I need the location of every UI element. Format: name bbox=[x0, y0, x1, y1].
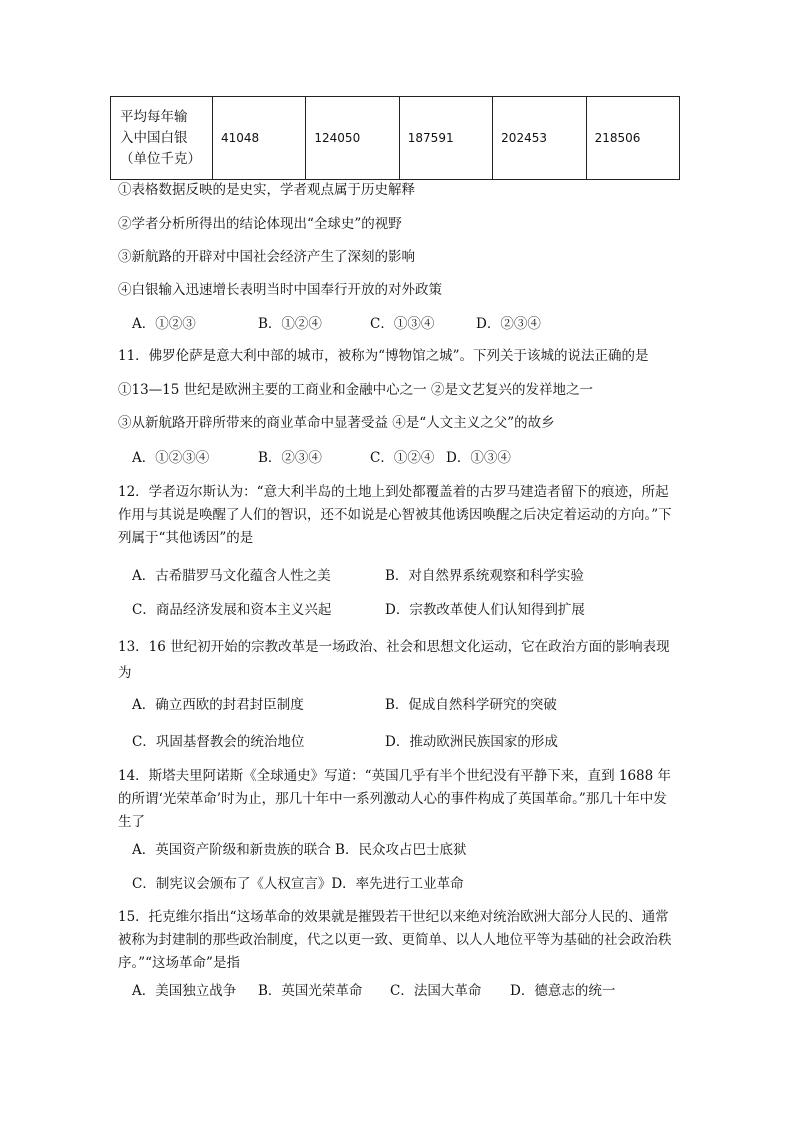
q12-option-c[interactable]: C．商品经济发展和资本主义兴起 bbox=[132, 602, 332, 618]
table-cell: 41048 bbox=[213, 97, 306, 180]
table-row bbox=[111, 97, 680, 180]
table-cell: 187591 bbox=[399, 97, 492, 180]
q13-option-c[interactable]: C．巩固基督教会的统治地位 bbox=[132, 734, 305, 750]
q10-statement-3: ③新航路的开辟对中国社会经济产生了深刻的影响 bbox=[118, 249, 415, 265]
table-cell: 124050 bbox=[306, 97, 399, 180]
q11-stem: 11．佛罗伦萨是意大利中部的城市，被称为“博物馆之城”。下列关于该城的说法正确的是 bbox=[118, 348, 649, 364]
q11-option-c[interactable]: C．①②④ bbox=[370, 450, 435, 466]
q10-option-b[interactable]: B．①②④ bbox=[258, 316, 322, 332]
q10-option-d[interactable]: D．②③④ bbox=[476, 316, 541, 332]
header-line: 平均每年输 bbox=[120, 108, 188, 125]
q10-statement-2: ②学者分析所得出的结论体现出“全球史”的视野 bbox=[118, 216, 402, 232]
q14-stem: 14．斯塔夫里阿诺斯《全球通史》写道：“英国几乎有半个世纪没有平静下来，直到 1688 年的所谓‘光荣革命’时为止，那几十年中一系列激动人心的事件构成了英国革命。”那几十年中发生了 bbox=[118, 768, 672, 830]
header-line: 入中国白银 bbox=[120, 129, 188, 146]
q14-options-line-2[interactable]: C．制宪议会颁布了《人权宣言》D．率先进行工业革命 bbox=[132, 876, 464, 892]
table-cell: 218506 bbox=[586, 97, 679, 180]
silver-import-table bbox=[110, 96, 680, 180]
q11-statements-line-2: ③从新航路开辟所带来的商业革命中显著受益 ④是“人文主义之父”的故乡 bbox=[118, 415, 555, 431]
table-row-header bbox=[111, 97, 213, 180]
q15-option-a[interactable]: A．美国独立战争 bbox=[132, 983, 237, 999]
q13-option-b[interactable]: B．促成自然科学研究的突破 bbox=[385, 697, 557, 713]
q15-stem: 15．托克维尔指出“这场革命的效果就是摧毁若干世纪以来绝对统治欧洲大部分人民的、通常被称为封建制的那些政治制度，代之以更一致、更简单、以人人地位平等为基础的社会政治秩序。”“这场革命”是指 bbox=[118, 909, 672, 971]
q10-statement-4: ④白银输入迅速增长表明当时中国奉行开放的对外政策 bbox=[118, 282, 442, 298]
table-cell: 202453 bbox=[493, 97, 586, 180]
q12-option-d[interactable]: D．宗教改革使人们认知得到扩展 bbox=[385, 602, 585, 618]
q13-option-a[interactable]: A．确立西欧的封君封臣制度 bbox=[132, 697, 304, 713]
q11-option-d[interactable]: D．①③④ bbox=[446, 450, 511, 466]
q12-option-b[interactable]: B．对自然界系统观察和科学实验 bbox=[385, 568, 584, 584]
q11-option-a[interactable]: A．①②③④ bbox=[132, 450, 210, 466]
q10-option-a[interactable]: A．①②③ bbox=[132, 316, 196, 332]
q15-option-d[interactable]: D．德意志的统一 bbox=[510, 983, 616, 999]
q12-stem: 12．学者迈尔斯认为：“意大利半岛的土地上到处都覆盖着的古罗马建造者留下的痕迹，所起作用与其说是唤醒了人们的智识，还不如说是心智被其他诱因唤醒之后决定着运动的方向。”下列属于“其他诱因”的是 bbox=[118, 484, 672, 546]
q11-option-b[interactable]: B．②③④ bbox=[258, 450, 322, 466]
q14-options-line-1[interactable]: A．英国资产阶级和新贵族的联合 B．民众攻占巴士底狱 bbox=[132, 842, 467, 858]
q13-option-d[interactable]: D．推动欧洲民族国家的形成 bbox=[385, 734, 558, 750]
q15-option-c[interactable]: C．法国大革命 bbox=[390, 983, 482, 999]
q10-statement-1: ①表格数据反映的是史实，学者观点属于历史解释 bbox=[118, 182, 415, 198]
header-line: （单位千克） bbox=[120, 150, 201, 167]
q12-option-a[interactable]: A．古希腊罗马文化蕴含人性之美 bbox=[132, 568, 331, 584]
q10-option-c[interactable]: C．①③④ bbox=[370, 316, 435, 332]
q11-statements-line-1: ①13—15 世纪是欧洲主要的工商业和金融中心之一 ②是文艺复兴的发祥地之一 bbox=[118, 382, 593, 398]
q13-stem: 13．16 世纪初开始的宗教改革是一场政治、社会和思想文化运动，它在政治方面的影响表现为 bbox=[118, 639, 670, 681]
q15-option-b[interactable]: B．英国光荣革命 bbox=[258, 983, 363, 999]
